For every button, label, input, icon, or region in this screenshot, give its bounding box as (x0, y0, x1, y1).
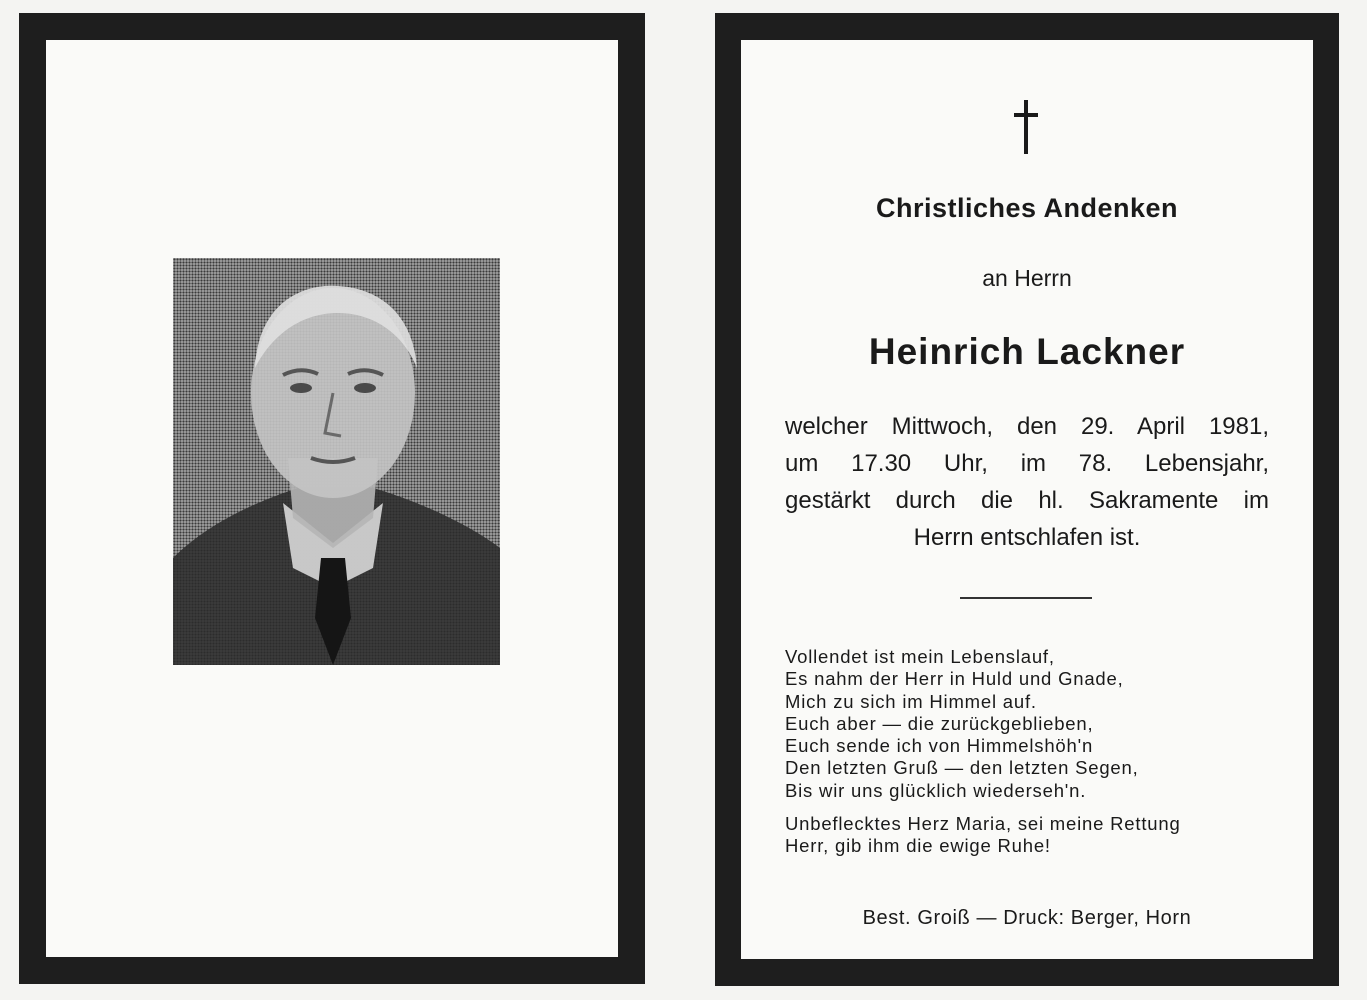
poem (785, 646, 1139, 802)
prayer-line: Herr, gib ihm die ewige Ruhe! (785, 835, 1051, 857)
deceased-name: Heinrich Lackner (868, 331, 1186, 372)
latin-cross-icon (1011, 100, 1041, 154)
death-line: welcher Mittwoch, den 29. April 1981, (785, 413, 1269, 440)
prayer-line: Unbeflecktes Herz Maria, sei meine Rettung (785, 813, 1181, 834)
poem-line: Euch aber — die zurückgeblieben, (785, 712, 1094, 734)
printer-credit: Best. Groiß — Druck: Berger, Horn (862, 907, 1192, 929)
prayer (785, 813, 1181, 858)
salutation: an Herrn (982, 265, 1072, 291)
portrait-photo (173, 258, 500, 665)
death-line: um 17.30 Uhr, im 78. Lebensjahr, (785, 450, 1269, 477)
poem-line: Es nahm der Herr in Huld und Gnade, (785, 668, 1124, 690)
divider-rule (960, 597, 1092, 599)
death-line: Herrn entschlafen ist. (913, 524, 1141, 551)
card-heading: Christliches Andenken (875, 193, 1179, 223)
poem-line: Vollendet ist mein Lebenslauf, (785, 646, 1055, 667)
poem-line: Euch sende ich von Himmelshöh'n (785, 735, 1094, 757)
poem-line: Mich zu sich im Himmel auf. (785, 690, 1037, 712)
poem-line: Den letzten Gruß — den letzten Segen, (785, 757, 1139, 779)
poem-line: Bis wir uns glücklich wiederseh'n. (785, 779, 1087, 801)
death-line: gestärkt durch die hl. Sakramente im (785, 487, 1269, 514)
death-notice-text (741, 408, 1313, 556)
